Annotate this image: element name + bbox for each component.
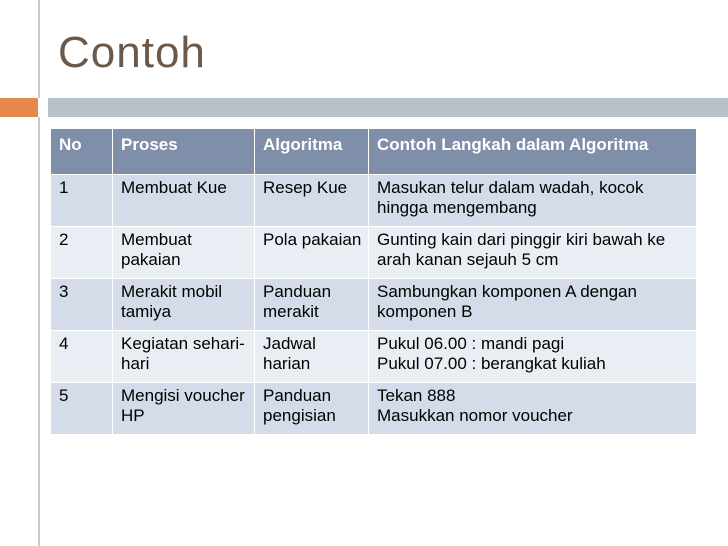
header-no: No [51, 129, 113, 175]
left-rule [38, 117, 40, 546]
cell-algoritma: Jadwal harian [255, 331, 369, 383]
cell-proses: Kegiatan sehari-hari [113, 331, 255, 383]
cell-no: 5 [51, 383, 113, 435]
cell-no: 1 [51, 175, 113, 227]
header-algoritma: Algoritma [255, 129, 369, 175]
cell-no: 4 [51, 331, 113, 383]
cell-algoritma: Pola pakaian [255, 227, 369, 279]
cell-contoh: Pukul 06.00 : mandi pagi Pukul 07.00 : berangkat kuliah [369, 331, 697, 383]
cell-proses: Membuat Kue [113, 175, 255, 227]
cell-contoh: Masukan telur dalam wadah, kocok hingga mengembang [369, 175, 697, 227]
header-divider-bar [48, 98, 728, 117]
cell-proses: Mengisi voucher HP [113, 383, 255, 435]
cell-no: 3 [51, 279, 113, 331]
left-rule-top [38, 0, 40, 98]
cell-algoritma: Resep Kue [255, 175, 369, 227]
table-header-row [51, 129, 697, 175]
cell-contoh: Sambungkan komponen A dengan komponen B [369, 279, 697, 331]
table-row [51, 227, 697, 279]
cell-contoh: Tekan 888 Masukkan nomor voucher [369, 383, 697, 435]
cell-proses: Membuat pakaian [113, 227, 255, 279]
table-row [51, 331, 697, 383]
slide-title: Contoh [58, 28, 206, 77]
cell-contoh: Gunting kain dari pinggir kiri bawah ke arah kanan sejauh 5 cm [369, 227, 697, 279]
table-row [51, 175, 697, 227]
header-proses: Proses [113, 129, 255, 175]
cell-no: 2 [51, 227, 113, 279]
accent-bar [0, 98, 38, 117]
header-contoh: Contoh Langkah dalam Algoritma [369, 129, 697, 175]
cell-algoritma: Panduan pengisian [255, 383, 369, 435]
table-row [51, 279, 697, 331]
cell-proses: Merakit mobil tamiya [113, 279, 255, 331]
table-row [51, 383, 697, 435]
cell-algoritma: Panduan merakit [255, 279, 369, 331]
process-table [50, 128, 697, 435]
